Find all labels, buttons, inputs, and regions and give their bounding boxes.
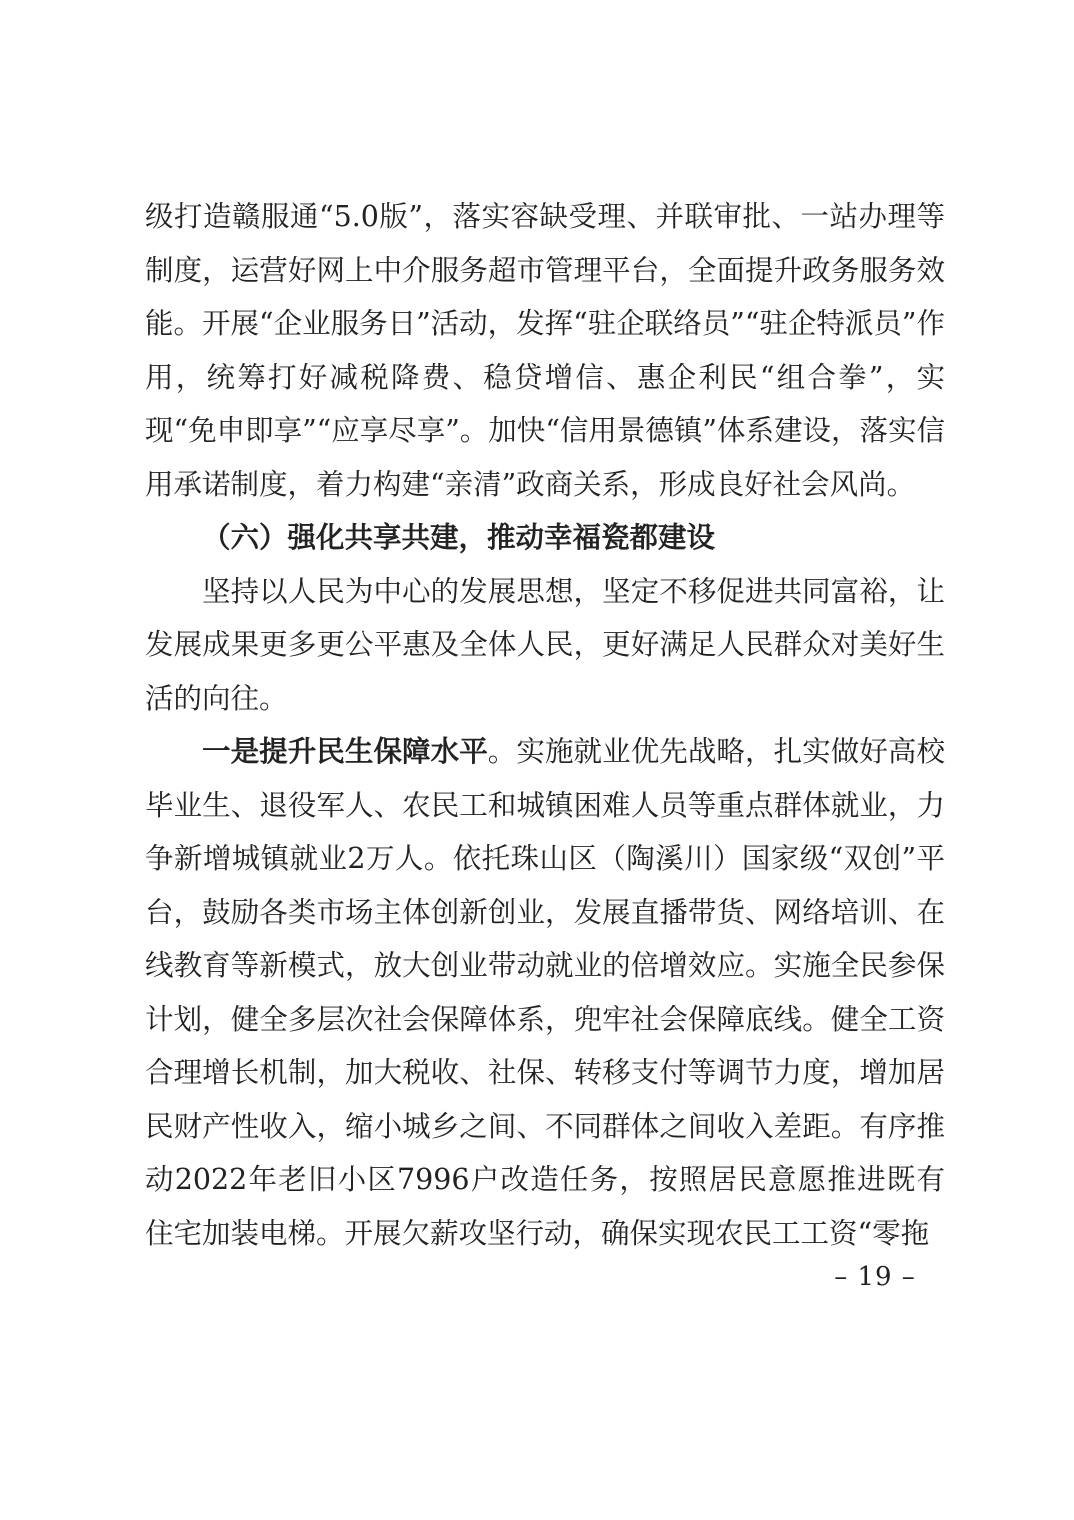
point-one-body: 。实施就业优先战略，扎实做好高校毕业生、退役军人、农民工和城镇困难人员等重点群体就业，力争新增城镇就业2万人。依托珠山区（陶溪川）国家级“双创”平台，鼓励各类市场主体创新创业，发展直播带货、网络培训、在线教育等新模式，放大创业带动就业的倍增效应。实施全民参保计划，健全多层次社会保障体系，兜牢社会保障底线。健全工资合理增长机制，加大税收、社保、转移支付等调节力度，增加居民财产性收入，缩小城乡之间、不同群体之间收入差距。有序推动2022年老旧小区7996户改造任务，按照居民意愿推进既有住宅加装电梯。开展欠薪攻坚行动，确保实现农民工工资“零拖 [145,735,945,1250]
section-heading: （六）强化共享共建，推动幸福瓷都建设 [202,521,716,554]
point-one-paragraph [145,725,945,1260]
intro-paragraph: 坚持以人民为中心的发展思想，坚定不移促进共同富裕，让发展成果更多更公平惠及全体人民，更好满足人民群众对美好生活的向往。 [145,574,945,715]
continuation-paragraph: 级打造赣服通“5.0版”，落实容缺受理、并联审批、一站办理等制度，运营好网上中介服务超市管理平台，全面提升政务服务效能。开展“企业服务日”活动，发挥“驻企联络员”“驻企特派员”作用，统筹打好减税降费、稳贷增信、惠企利民“组合拳”，实现“免申即享”“应享尽享”。加快“信用景德镇”体系建设，落实信用承诺制度，着力构建“亲清”政商关系，形成良好社会风尚。 [145,200,945,501]
point-one-lead: 一是提升民生保障水平 [202,735,488,768]
page-number: – 19 – [834,1262,916,1292]
body-text [145,190,945,1260]
